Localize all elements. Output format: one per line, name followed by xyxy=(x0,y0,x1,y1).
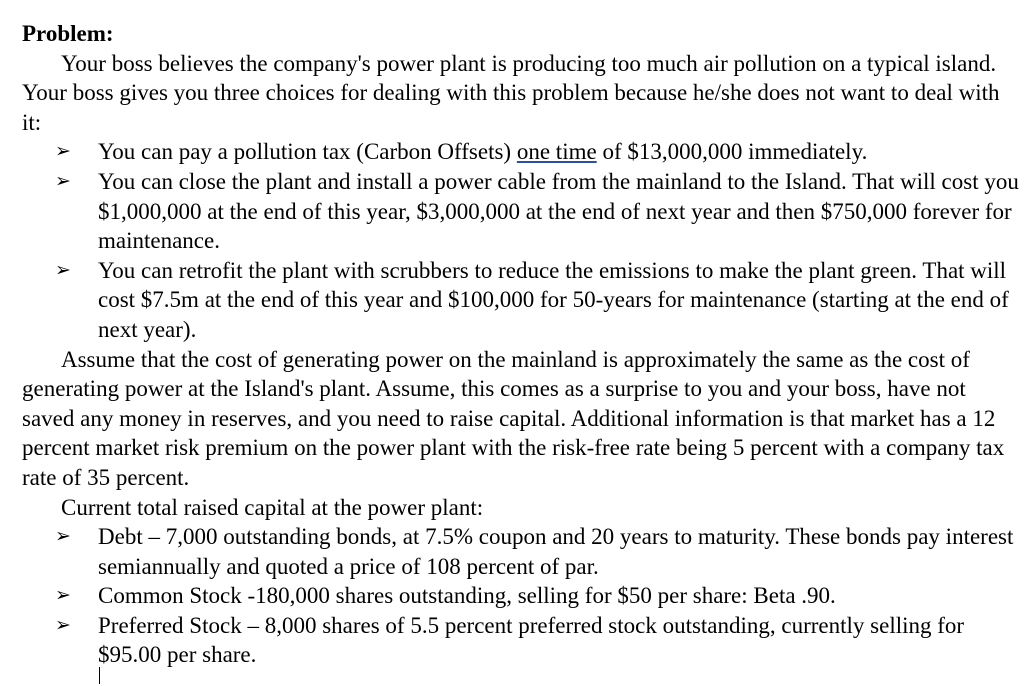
capital-item-text: Common Stock -180,000 shares outstanding, selling for $50 per share: Beta .90. xyxy=(98,583,836,609)
arrow-bullet-icon: ➢ xyxy=(55,525,71,548)
arrow-bullet-icon: ➢ xyxy=(55,258,71,281)
choice-text: You can retrofit the plant with scrubbers to reduce the emissions to make the plant green. That will cost $7.5m at the end of this year and $100,000 for 50-years for maintenance (starting at the end of next year). xyxy=(98,257,1009,342)
arrow-bullet-icon: ➢ xyxy=(55,613,71,636)
problem-document xyxy=(22,19,1022,670)
arrow-bullet-icon: ➢ xyxy=(55,140,71,163)
problem-heading: Problem: xyxy=(22,21,114,46)
arrow-bullet-icon: ➢ xyxy=(55,584,71,607)
choice-power-cable xyxy=(22,167,1022,256)
capital-item-preferred-stock xyxy=(22,611,1022,670)
capital-heading: Current total raised capital at the power plant: xyxy=(61,494,484,520)
choice-text-post: of $13,000,000 immediately. xyxy=(596,139,868,165)
intro-paragraph: Your boss believes the company's power plant is producing too much air pollution on a typical island. Your boss gives you three choices for dealing with this problem because he/she does not want to deal with it: xyxy=(22,50,1000,135)
assumptions-paragraph: Assume that the cost of generating power on the mainland is approximately the same as the cost of generating power at the Island's plant. Assume, this comes as a surprise to you and your boss, have not saved any money in reserves, and you need to raise capital. Additional information is that market has a 12 percent market risk premium on the power plant with the risk-free rate being 5 percent with a company tax rate of 35 percent. xyxy=(22,346,1005,490)
choice-text-pre: You can pay a pollution tax (Carbon Offsets) xyxy=(98,139,517,165)
capital-item-debt xyxy=(22,522,1022,581)
choice-text: You can close the plant and install a power cable from the mainland to the Island. That will cost you $1,000,000 at the end of this year, $3,000,000 at the end of next year and then $750,000 forever for maintenance. xyxy=(98,168,1019,254)
choice-text-underlined: one time xyxy=(516,139,597,165)
text-cursor xyxy=(99,667,100,684)
capital-list xyxy=(22,522,1022,670)
capital-item-common-stock xyxy=(22,581,1022,611)
choices-list xyxy=(22,137,1022,344)
arrow-bullet-icon: ➢ xyxy=(55,169,71,192)
capital-item-text: Preferred Stock – 8,000 shares of 5.5 percent preferred stock outstanding, currently selling for $95.00 per share. xyxy=(98,612,965,668)
choice-pollution-tax xyxy=(22,137,1022,167)
capital-item-text: Debt – 7,000 outstanding bonds, at 7.5% coupon and 20 years to maturity. These bonds pay interest semiannually and quoted a price of 108 percent of par. xyxy=(98,524,1014,579)
choice-retrofit-scrubbers xyxy=(22,256,1022,345)
